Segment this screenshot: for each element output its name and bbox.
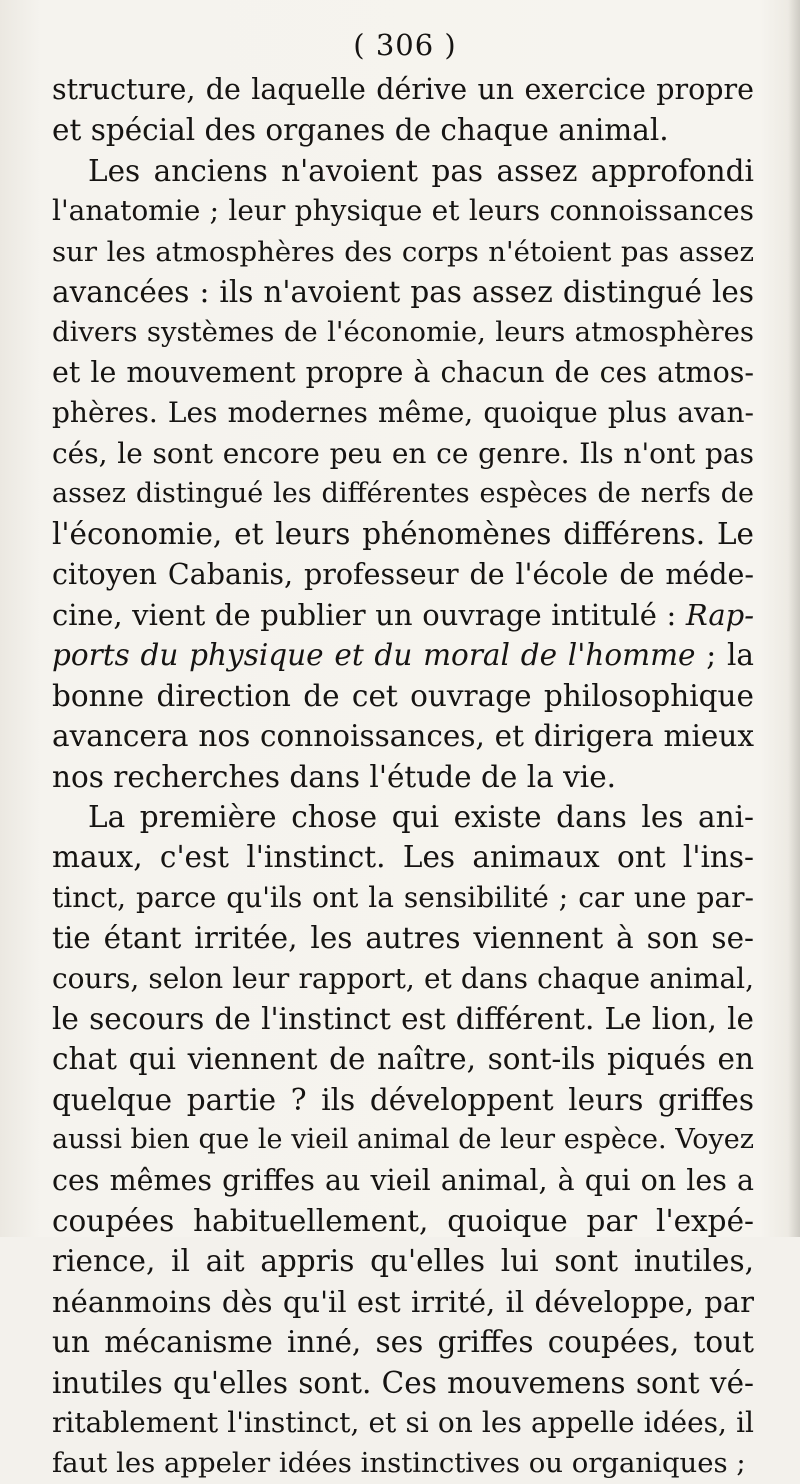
text-line: ports du physique et du moral de l'homme ; la	[52, 638, 754, 673]
text-line: divers systèmes de l'économie, leurs atmosphères	[52, 316, 754, 349]
text-line: sur les atmosphères des corps n'étoient pas assez	[52, 235, 754, 268]
text-line: Les anciens n'avoient pas assez approfondi	[88, 153, 754, 188]
page-number: ( 306 )	[353, 28, 457, 62]
text-line: bonne direction de cet ouvrage philosophique	[52, 678, 754, 713]
text-line: l'anatomie ; leur physique et leurs connoissances	[52, 194, 754, 228]
text-line: chat qui viennent de naître, sont-ils piqués en	[52, 1042, 754, 1077]
text-line: aussi bien que le vieil animal de leur espèce. Voyez	[52, 1124, 754, 1156]
text-line: cés, le sont encore peu en ce genre. Ils n'ont pas	[52, 436, 754, 470]
text-line: ritablement l'instinct, et si on les appelle idées, il	[52, 1405, 754, 1439]
text-line: tie étant irritée, les autres viennent à son se-	[52, 921, 754, 956]
text-line: quelque partie ? ils développent leurs griffes	[52, 1082, 754, 1117]
text-line: cours, selon leur rapport, et dans chaque animal,	[52, 961, 754, 995]
text-line: le secours de l'instinct est différent. Le lion, le	[52, 1001, 754, 1036]
text-line: inutiles qu'elles sont. Ces mouvemens sont vé-	[52, 1365, 754, 1400]
text-line: un mécanisme inné, ses griffes coupées, tout	[52, 1325, 754, 1360]
text-line: citoyen Cabanis, professeur de l'école de méde-	[52, 557, 754, 591]
text-line: La première chose qui existe dans les ani-	[88, 800, 754, 835]
text-line: faut les appeler idées instinctives ou organiques ;	[52, 1447, 746, 1480]
text-line: rience, il ait appris qu'elles lui sont inutiles,	[52, 1244, 754, 1279]
page-edge-shadow	[788, 0, 800, 1237]
text-line: assez distingué les différentes espèces de nerfs de	[52, 477, 754, 509]
text-line: phères. Les modernes même, quoique plus avan-	[52, 396, 754, 430]
text-line: nos recherches dans l'étude de la vie.	[52, 759, 617, 794]
text-line: maux, c'est l'instinct. Les animaux ont l'ins-	[52, 840, 754, 875]
body-text	[52, 70, 754, 1484]
text-line: structure, de laquelle dérive un exercice propre	[52, 73, 754, 106]
text-line: ces mêmes griffes au vieil animal, à qui on les a	[52, 1163, 754, 1197]
text-line: l'économie, et leurs phénomènes différens. Le	[52, 517, 754, 552]
text-line: néanmoins dès qu'il est irrité, il développe, par	[52, 1284, 754, 1319]
text-line: tinct, parce qu'ils ont la sensibilité ; car une par-	[52, 880, 754, 914]
text-line: et le mouvement propre à chacun de ces atmos-	[52, 355, 754, 389]
text-line: cine, vient de publier un ouvrage intitulé : Rap-	[52, 598, 754, 633]
text-line: et spécial des organes de chaque animal.	[52, 113, 669, 148]
text-line: avancées : ils n'avoient pas assez distingué les	[52, 274, 754, 309]
text-line: avancera nos connoissances, et dirigera mieux	[52, 719, 754, 754]
text-line: coupées habituellement, quoique par l'expé-	[52, 1203, 754, 1238]
